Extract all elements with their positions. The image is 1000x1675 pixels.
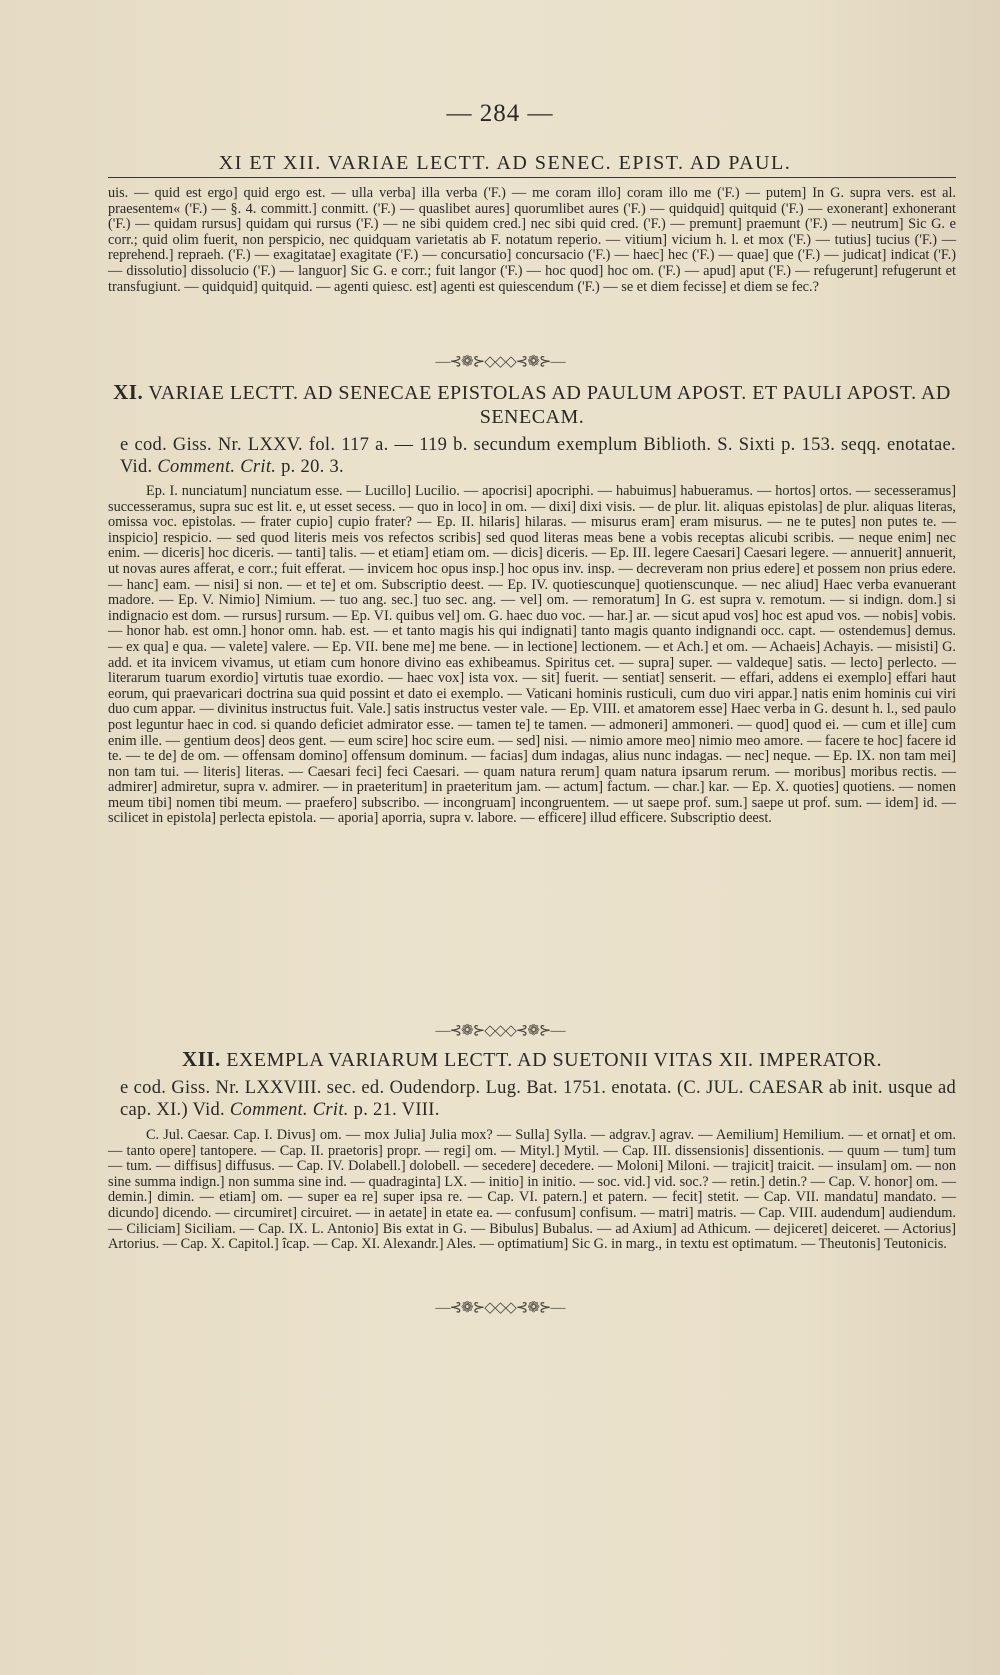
section-paragraph: Ep. I. nunciatum] nunciatum esse. — Lucillo] Lucilio. — apocrisi] apocriphi. — habuimus] habueramus. — hortos] ortos. — secesseramus] successeramus, supra suc est lit. e, ut esset secess. — quo in loco] in om. — dixi] dixi visis. — de plur. lit. aliquas epistolas] de plur. aliquas literas, omissa voc. epistolas. — frater cupio] cupio frater? — Ep. II. hilaris] hilaras. — misurus eram] eram misurus. — ne te putes] non putes te. — inspicio] respicio. — sed quod literis meis vos refectos scribis] sed quod literas meas bene a vobis receptas alicubi scribis. — neque enim] nec enim. — diceris] hoc diceris. — tanti] talis. — et etiam] etiam om. — dicis] diceris. — Ep. III. legere Caesari] Caesari legere. — annuerit] annuerit, ut novas aures afferat, e corr.; fuit efferat. — invicem hoc opus insp.] hoc opus inv. insp. — decreveram non prius edere] et possem non prius edere. — hanc] eam. — nisi] si non. — et te] et om. Subscriptio deest. — Ep. IV. quotiescunque] quotienscunque. — nec aliud] Haec verba evanuerant madore. — Ep. V. Nimio] Nimium. — tuo ang. sec.] tuo sec. ang. — vel] om. — remoratum] In G. est supra v. remotum. — si indign. dom.] si indignacio est dom. — rursus] rursum. — Ep. VI. quibus vel] om. G. haec duo voc. — har.] ar. — sicut apud vos] hoc est apud vos. — nobis] vobis. — honor hab. est omn.] honor omn. hab. est. — et tanto magis his qui indignati] tanto magis quanto indignandi occ. capt. — ostendemus] demus. — ex qua] e qua. — valete] valere. — Ep. VII. bene me] me bene. — in lectione] lectionem. — et Ach.] et om. — Achaeis] Achayis. — misisti] G. add. et ita invicem vivamus, ut etiam cum honore divino eas exhibeamus. Spiritus cet. — supra] super. — valdeque] satis. — lecto] perlecto. — literarum tuarum exordio] virtutis tuae exordio. — haec vox] ista vox. — sit] fuerit. — sentiat] senserit. — effari, addens ei exemplo] effari haut eorum, qui praevaricari doctrina sua quid possint et dato ei exemplo. — Vaticani hominis rusticuli, cum duo viri appar.] natis enim hominis cui viri duo cum appar. — divinitus instructus fuit. Vale.] satis instructus vester vale. — Ep. VIII. et amatorem esse] Haec verba in G. desunt h. l., sed paulo post leguntur haec in cod. si quando deficiet admirator esse. — tamen te] te tamen. — admoneri] ammoneri. — quod] quod ei. — cum et ille] cum enim ille. — gentium deos] deos gent. — eum scire] hoc scire eum. — sed] nisi. — nimio amore meo] nimio meo amore. — facere te hoc] facere id te. — te de] de om. — offensam domino] offensum dominum. — facias] dum indagas, alius nunc indagas. — nec] neque. — Ep. IX. non tam mei] non tam tui. — literis] literas. — Caesari feci] feci Caesari. — quam natura rerum] quam natura ipsarum rerum. — moribus] moribus rectis. — admirer] admiretur, supra v. admirer. — in praeteritum] in praeteritum jam. — actum] factum. — char.] kar. — Ep. X. quoties] quotiens. — nomen meum tibi] nomen tibi meum. — praefero] subscribo. — incongruam] incongruentem. — ut saepe prof. sum.] saepe ut prof. sum. — idem] id. — scilicet in epistola] perlecta epistola. — aporia] aporria, supra v. labore. — efficere] illud efficere. Subscriptio deest. [108, 483, 956, 827]
section-heading-xi [108, 380, 956, 429]
continuation-notes [108, 186, 956, 295]
section-heading-xii [108, 1047, 956, 1072]
section-paragraph: C. Jul. Caesar. Cap. I. Divus] om. — mox Julia] Julia mox? — Sulla] Sylla. — adgrav.] agrav. — Aemilium] Hemilium. — et ornat] et om. — tanto opere] tantopere. — Cap. II. praetoris] propr. — regi] om. — Mityl.] Mytil. — Cap. III. dissensionis] dissentionis. — quum — tum] tum — tum. — diffisus] diffusus. — Cap. IV. Dolabell.] dolobell. — secedere] decedere. — Moloni] Miloni. — trajicit] traicit. — insulam] om. — non sine summa indign.] non summa sine ind. — quadraginta] LX. — initio] in initio. — soc. vid.] vid. soc.? — retin.] detin.? — Cap. V. honor] om. — demin.] dimin. — etiam] om. — super ea re] super ipsa re. — Cap. VI. patern.] et patern. — fecit] stetit. — Cap. VII. mandatu] mandato. — dicundo] dicendo. — circumiret] circuiret. — in aetate] in etate ea. — confusum] confisum. — matri] matris. — Cap. VIII. audendum] audiendum. — Ciliciam] Siciliam. — Cap. IX. L. Antonio] Bis extat in G. — Bibulus] Bubalus. — ad Axium] ad Athicum. — dejiceret] deiceret. — Actorius] Artorius. — Cap. X. Capitol.] îcap. — Cap. XI. Alexandr.] Ales. — optimatium] Sic G. in marg., in textu est optimatum. — Theutonis] Teutonicis. [108, 1127, 956, 1253]
header-rule [108, 177, 956, 178]
section-title: VARIAE LECTT. AD SENECAE EPISTOLAS AD PAULUM APOST. ET PAULI APOST. AD SENECAM. [148, 382, 951, 428]
section-number: XII. [181, 1047, 221, 1071]
section-intro-xi: e cod. Giss. Nr. LXXV. fol. 117 a. — 119 b. secundum exemplum Biblioth. S. Sixti p. 153. seqq. enotatae. Vid. Comment. Crit. p. 20. 3. [120, 435, 956, 477]
ornament-divider: —⊰❁⊱◇◇◇⊰❁⊱— [435, 1023, 565, 1039]
section-body-xi [108, 484, 956, 827]
page-number: — 284 — [446, 100, 554, 127]
section-number: XI. [113, 380, 144, 404]
continuation-paragraph: uis. — quid est ergo] quid ergo est. — ulla verba] illa verba ('F.) — me coram illo] coram illo me ('F.) — putem] In G. supra vers. est al. praesentem« ('F.) — §. 4. committ.] conmitt. ('F.) — quaslibet aures] quorumlibet aures ('F.) — quidquid] quitquid ('F.) — exonerant] exhonerant ('F.) — quidam rursus] quidam qui rursus ('F.) — ne sibi quidem cred.] nec sibi quid cred. ('F.) — premunt] praemunt ('F.) — neutrum] Sic G. e corr.; quid olim fuerit, non perspicio, nec quidquam varietatis ab F. notatum reperio. — vitium] vicium h. l. et mox ('F.) — tutius] tucius ('F.) — reprehend.] repraeh. ('F.) — exagitatae] exagitate ('F.) — concursatio] concursacio ('F.) — haec] hec ('F.) — quae] que ('F.) — judicat] indicat ('F.) — dissolutio] dissolucio ('F.) — languor] Sic G. e corr.; fuit langor ('F.) — hoc quod] hoc om. ('F.) — apud] aput ('F.) — refugerunt] refugerunt et transfugiunt. — quidquid] quitquid. — agenti quiesc. est] agenti est quiescendum ('F.) — se et diem fecisse] et diem se fec.? [108, 185, 956, 295]
running-head: XI ET XII. VARIAE LECTT. AD SENEC. EPIST. AD PAUL. [218, 152, 792, 174]
section-intro-xii: e cod. Giss. Nr. LXXVIII. sec. ed. Oudendorp. Lug. Bat. 1751. enotata. (C. JUL. CAESAR ab init. usque ad cap. XI.) Vid. Comment. Crit. p. 21. VIII. [120, 1078, 956, 1120]
section-body-xii [108, 1128, 956, 1253]
ornament-divider: —⊰❁⊱◇◇◇⊰❁⊱— [435, 1300, 565, 1316]
ornament-divider: —⊰❁⊱◇◇◇⊰❁⊱— [435, 354, 565, 370]
section-title: EXEMPLA VARIARUM LECTT. AD SUETONII VITAS XII. IMPERATOR. [226, 1049, 883, 1071]
